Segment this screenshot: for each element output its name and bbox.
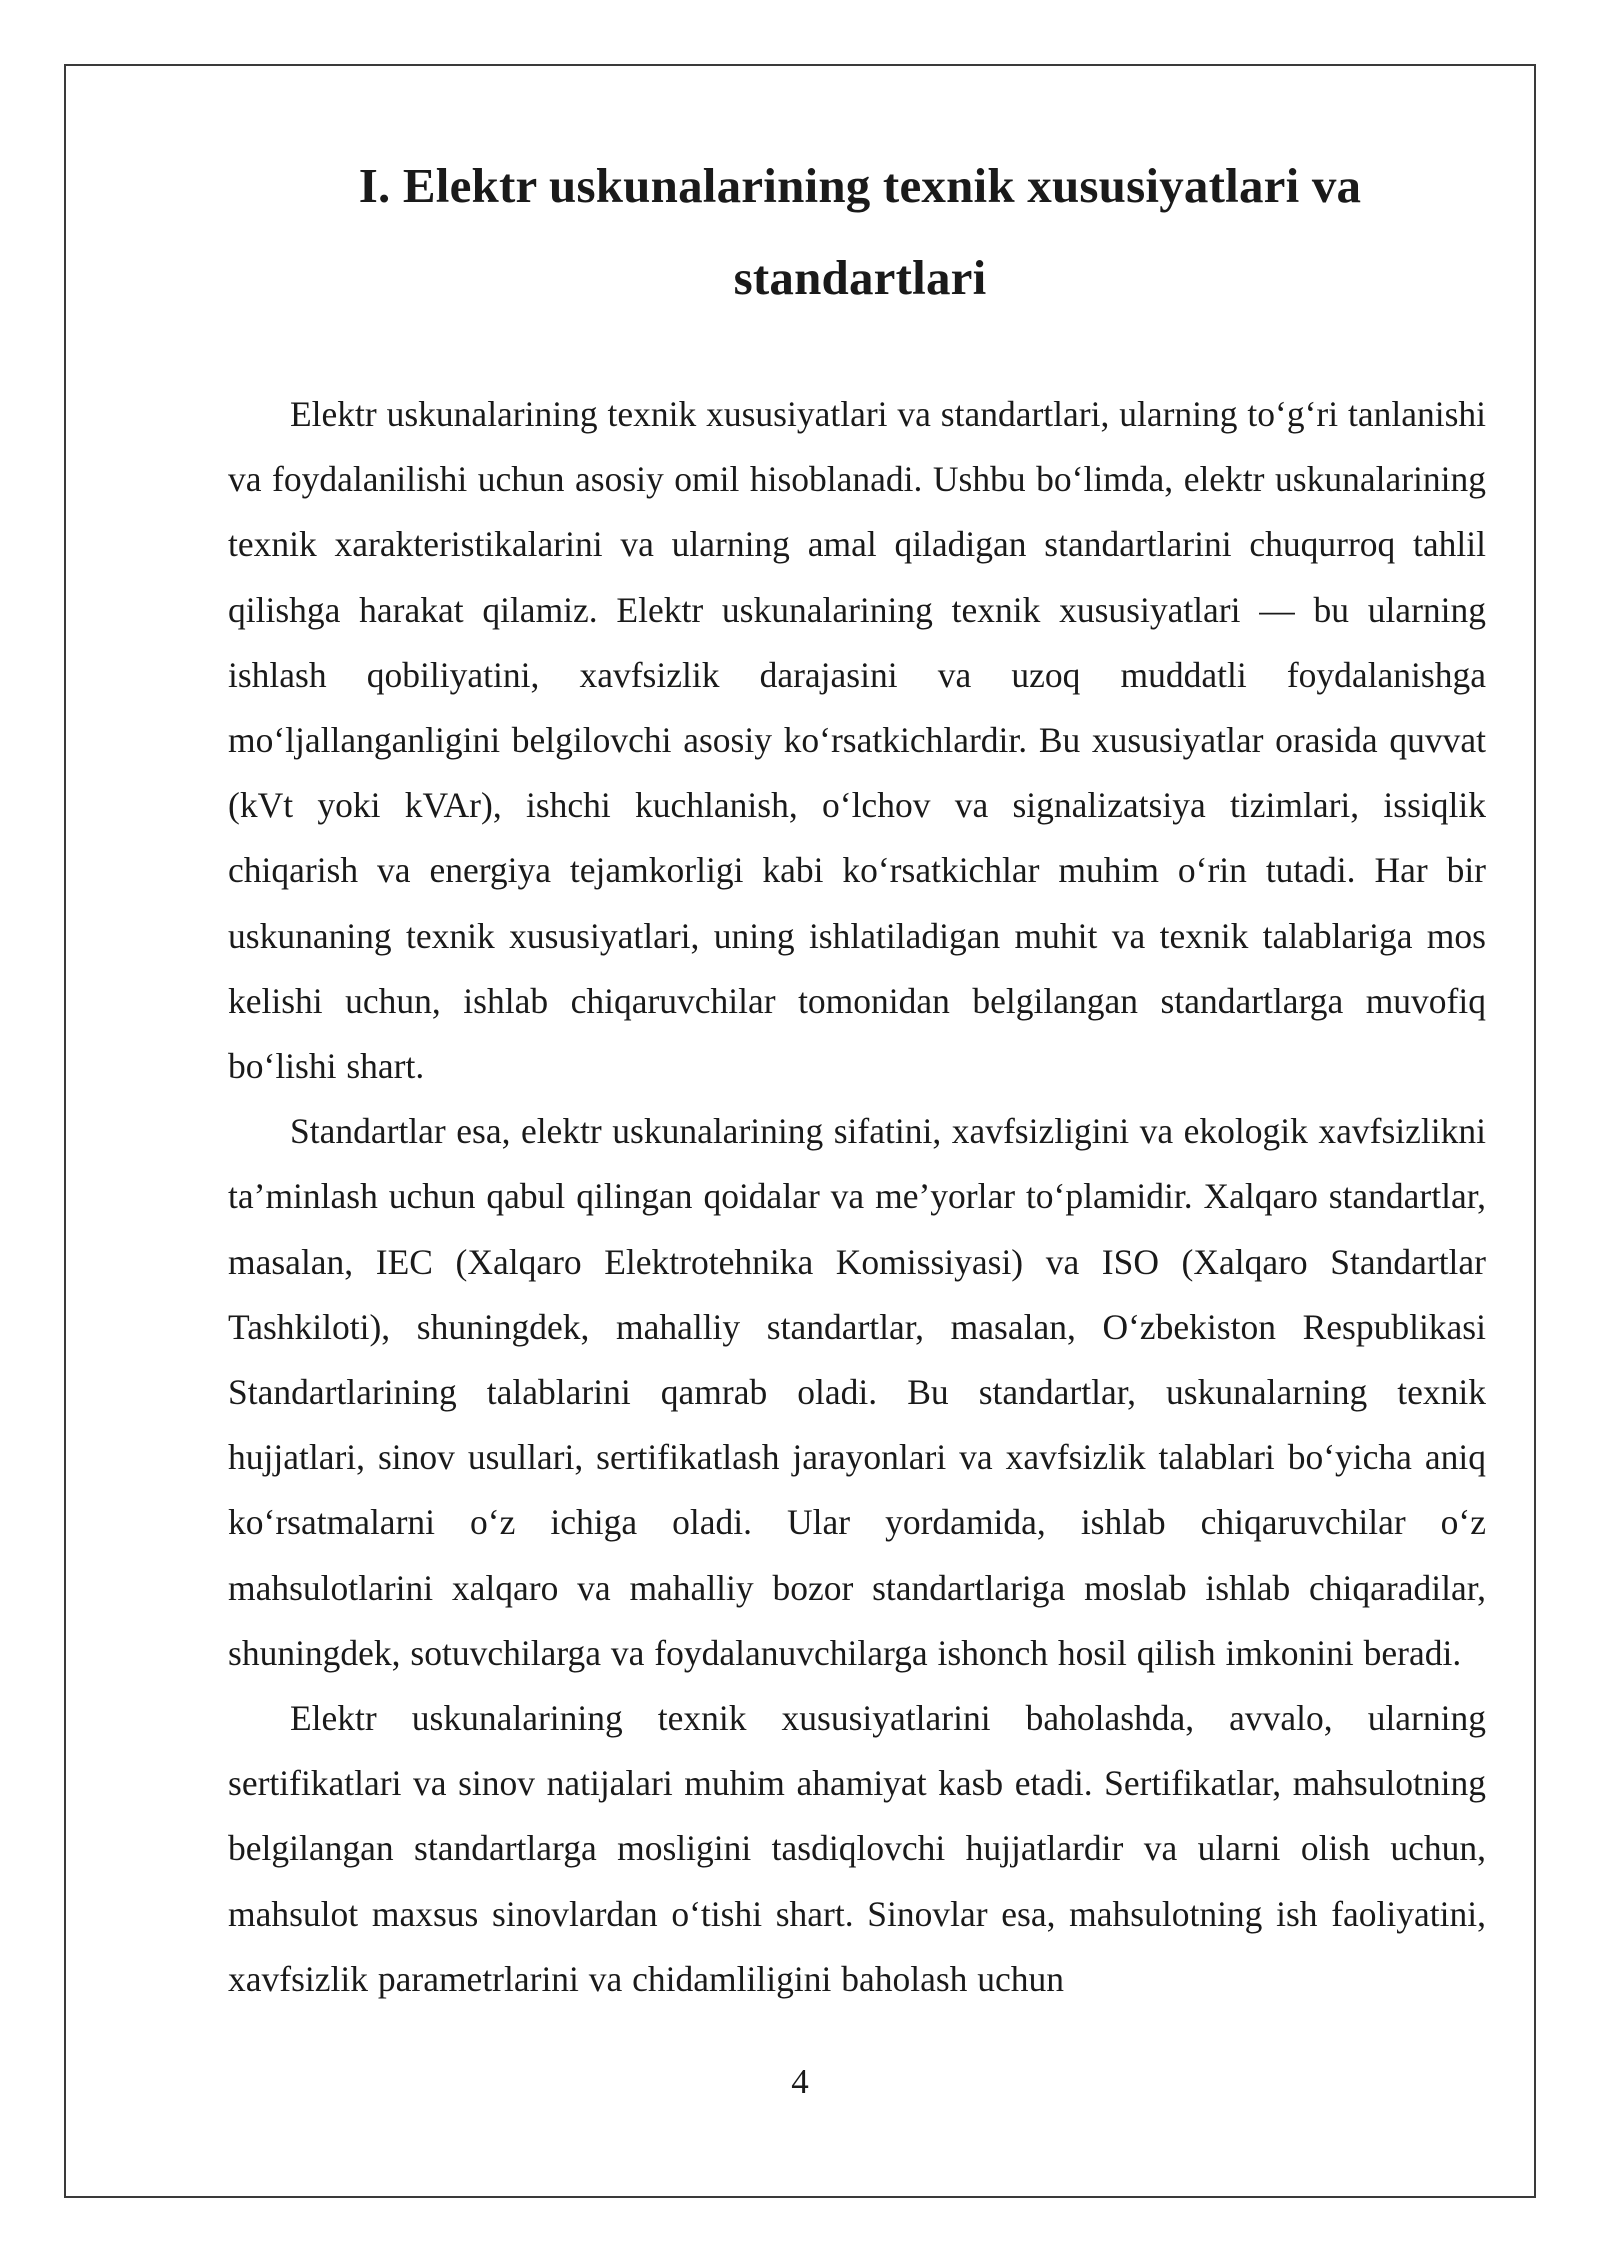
- page-number: 4: [791, 2062, 809, 2101]
- body-text: [228, 382, 1486, 2012]
- paragraph: Elektr uskunalarining texnik xususiyatlarini baholashda, avvalo, ularning sertifikatlari va sinov natijalari muhim ahamiyat kasb etadi. Sertifikatlar, mahsulotning belgilangan standartlarga mosligini tasdiqlovchi hujjatlardir va ularni olish uchun, mahsulot maxsus sinovlardan o‘tishi shart. Sinovlar esa, mahsulotning ish faoliyatini, xavfsizlik parametrlarini va chidamliligini baholash uchun: [228, 1698, 1486, 1999]
- paragraph: Elektr uskunalarining texnik xususiyatlari va standartlari, ularning to‘g‘ri tanlanishi va foydalanilishi uchun asosiy omil hisoblanadi. Ushbu bo‘limda, elektr uskunalarining texnik xarakteristikalarini va ularning amal qiladigan standartlarini chuqurroq tahlil qilishga harakat qilamiz. Elektr uskunalarining texnik xususiyatlari — bu ularning ishlash qobiliyatini, xavfsizlik darajasini va uzoq muddatli foydalanishga mo‘ljallanganligini belgilovchi asosiy ko‘rsatkichlardir. Bu xususiyatlar orasida quvvat (kVt yoki kVAr), ishchi kuchlanish, o‘lchov va signalizatsiya tizimlari, issiqlik chiqarish va energiya tejamkorligi kabi ko‘rsatkichlar muhim o‘rin tutadi. Har bir uskunaning texnik xususiyatlari, uning ishlatiladigan muhit va texnik talablariga mos kelishi uchun, ishlab chiqaruvchilar tomonidan belgilangan standartlarga muvofiq bo‘lishi shart.: [228, 394, 1486, 1087]
- section-heading: I. Elektr uskunalarining texnik xususiyatlari va standartlari: [358, 158, 1362, 305]
- paragraph: Standartlar esa, elektr uskunalarining sifatini, xavfsizligini va ekologik xavfsizlikni ta’minlash uchun qabul qilingan qoidalar va me’yorlar to‘plamidir. Xalqaro standartlar, masalan, IEC (Xalqaro Elektrotehnika Komissiyasi) va ISO (Xalqaro Standartlar Tashkiloti), shuningdek, mahalliy standartlar, masalan, O‘zbekiston Respublikasi Standartlarining talablarini qamrab oladi. Bu standartlar, uskunalarning texnik hujjatlari, sinov usullari, sertifikatlash jarayonlari va xavfsizlik talablari bo‘yicha aniq ko‘rsatmalarni o‘z ichiga oladi. Ular yordamida, ishlab chiqaruvchilar o‘z mahsulotlarini xalqaro va mahalliy bozor standartlariga moslab ishlab chiqaradilar, shuningdek, sotuvchilarga va foydalanuvchilarga ishonch hosil qilish imkonini beradi.: [228, 1111, 1486, 1673]
